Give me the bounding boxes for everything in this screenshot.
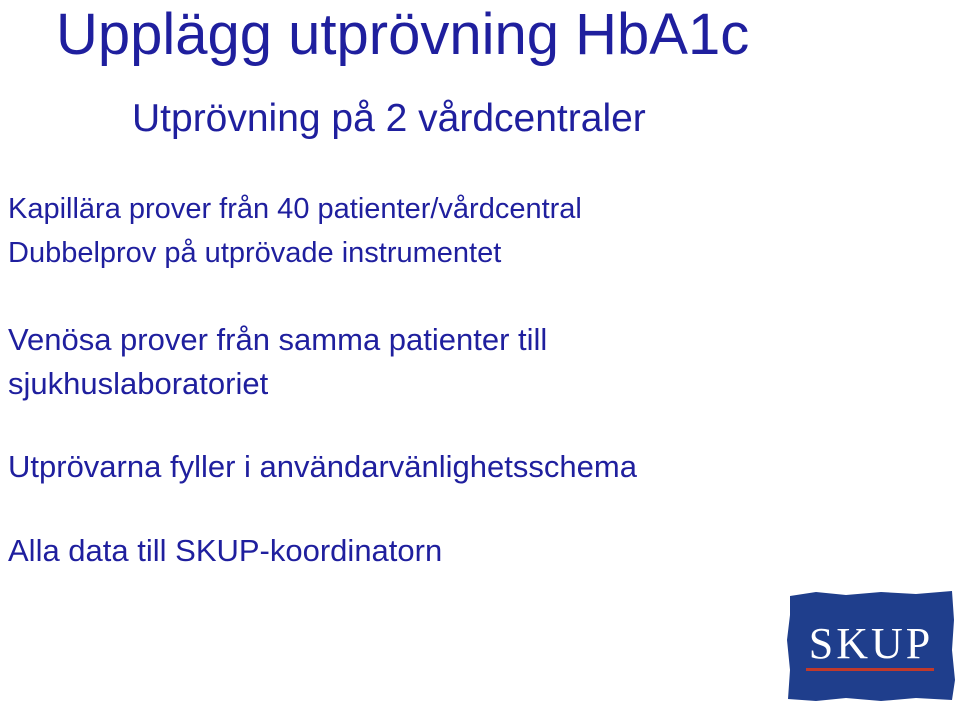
bullet-data-coordinator: Alla data till SKUP-koordinatorn: [8, 533, 443, 568]
skup-logo: [786, 590, 956, 702]
bullet-venous-samples-continued: sjukhuslaboratoriet: [8, 366, 269, 401]
skup-logo-underline: [806, 668, 934, 671]
slide-title: Upplägg utprövning HbA1c: [56, 2, 750, 67]
bullet-duplicate-samples: Dubbelprov på utprövade instrumentet: [8, 237, 502, 269]
bullet-usability-form: Utprövarna fyller i användarvänlighetsschema: [8, 449, 637, 484]
skup-logo-text: SKUP: [808, 619, 934, 668]
slide-subtitle: Utprövning på 2 vårdcentraler: [132, 97, 646, 140]
bullet-venous-samples: Venösa prover från samma patienter till: [8, 322, 548, 357]
bullet-capillary-samples: Kapillära prover från 40 patienter/vårdcentral: [8, 193, 582, 225]
